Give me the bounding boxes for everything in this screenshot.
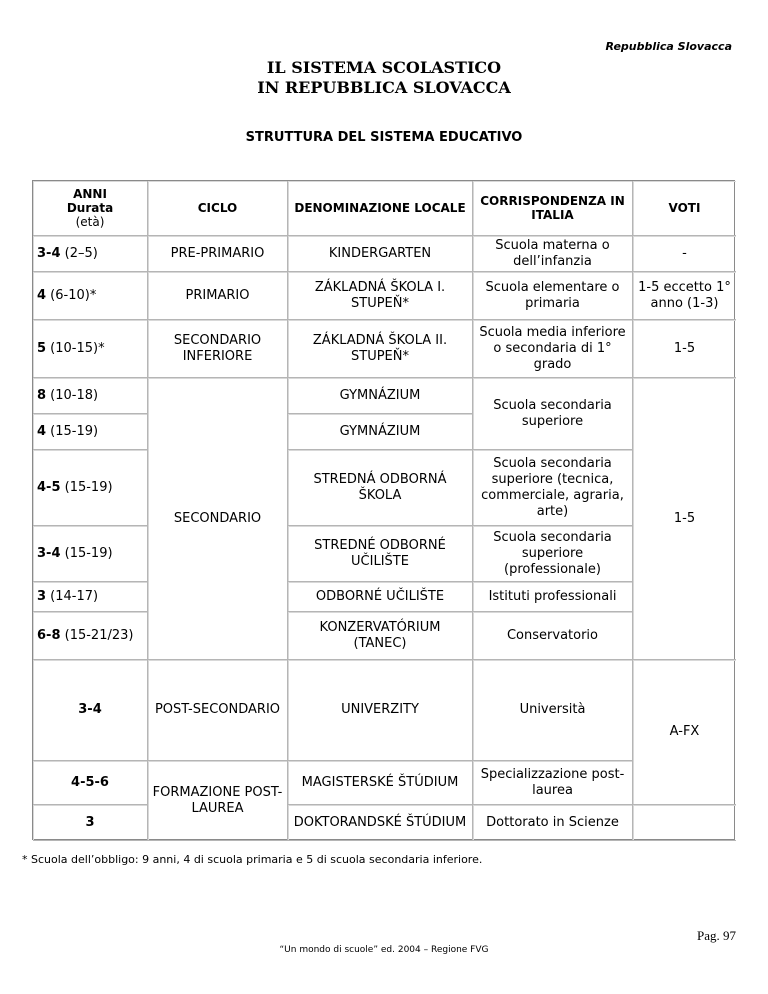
voti-empty-cell bbox=[633, 805, 736, 841]
voti-secondario-inferiore: 1-5 bbox=[633, 320, 736, 378]
denom-stredna-odborna-skola: STREDNÁ ODBORNÁ ŠKOLA bbox=[288, 450, 473, 526]
voti-pre-primario: - bbox=[633, 236, 736, 272]
corr-scuola-tecnica: Scuola secondaria superiore (tecnica, commerciale, agraria, arte) bbox=[473, 450, 633, 526]
ciclo-secondario: SECONDARIO bbox=[148, 378, 288, 660]
years-konzervatorium: 6-8 (15-21/23) bbox=[33, 612, 148, 660]
ciclo-formazione-post-laurea: FORMAZIONE POST-LAUREA bbox=[148, 761, 288, 841]
years-gymnazium-8: 8 (10-18) bbox=[33, 378, 148, 414]
corr-dottorato: Dottorato in Scienze bbox=[473, 805, 633, 841]
corr-scuola-materna: Scuola materna o dell’infanzia bbox=[473, 236, 633, 272]
denom-univerzity: UNIVERZITY bbox=[288, 660, 473, 761]
page-number: Pag. 97 bbox=[697, 928, 736, 943]
ciclo-primario: PRIMARIO bbox=[148, 272, 288, 320]
ciclo-secondario-inferiore: SECONDARIO INFERIORE bbox=[148, 320, 288, 378]
header-anni-label: ANNI bbox=[73, 187, 107, 201]
voti-secondario: 1-5 bbox=[633, 378, 736, 660]
denom-stredne-odborne-uciliste: STREDNÉ ODBORNÉ UČILIŠTE bbox=[288, 526, 473, 582]
header-country: Repubblica Slovacca bbox=[605, 40, 732, 53]
years-odborne-uciliste: 3 (14-17) bbox=[33, 582, 148, 612]
header-anni bbox=[33, 181, 148, 236]
header-denominazione: DENOMINAZIONE LOCALE bbox=[288, 181, 473, 236]
education-structure-table bbox=[32, 180, 735, 840]
header-corrispondenza: CORRISPONDENZA IN ITALIA bbox=[473, 181, 633, 236]
footer-source: “Un mondo di scuole” ed. 2004 – Regione FVG bbox=[279, 945, 489, 955]
ciclo-post-secondario: POST-SECONDARIO bbox=[148, 660, 288, 761]
denom-doktorandske-studium: DOKTORANDSKÉ ŠTÚDIUM bbox=[288, 805, 473, 841]
page-title-line2: IN REPUBBLICA SLOVACCA bbox=[257, 78, 511, 97]
denom-magisterske-studium: MAGISTERSKÉ ŠTÚDIUM bbox=[288, 761, 473, 805]
denom-gymnazium-4: GYMNÁZIUM bbox=[288, 414, 473, 450]
years-univerzity: 3-4 bbox=[33, 660, 148, 761]
corr-universita: Università bbox=[473, 660, 633, 761]
years-doktorandske: 3 bbox=[33, 805, 148, 841]
corr-scuola-elementare: Scuola elementare o primaria bbox=[473, 272, 633, 320]
years-gymnazium-4: 4 (15-19) bbox=[33, 414, 148, 450]
denom-kindergarten: KINDERGARTEN bbox=[288, 236, 473, 272]
voti-universita: A-FX bbox=[633, 660, 736, 805]
denom-odborne-uciliste: ODBORNÉ UČILIŠTE bbox=[288, 582, 473, 612]
footnote: * Scuola dell’obbligo: 9 anni, 4 di scuola primaria e 5 di scuola secondaria inferiore. bbox=[22, 853, 483, 866]
header-durata-label: Durata bbox=[66, 201, 114, 215]
voti-primario: 1-5 eccetto 1° anno (1-3) bbox=[633, 272, 736, 320]
header-ciclo: CICLO bbox=[148, 181, 288, 236]
section-subtitle: STRUTTURA DEL SISTEMA EDUCATIVO bbox=[245, 130, 523, 145]
corr-scuola-professionale: Scuola secondaria superiore (professionale) bbox=[473, 526, 633, 582]
years-primario: 4 (6-10)* bbox=[33, 272, 148, 320]
corr-scuola-secondaria-superiore: Scuola secondaria superiore bbox=[473, 378, 633, 450]
years-stredne-odborne-uciliste: 3-4 (15-19) bbox=[33, 526, 148, 582]
denom-zakladna-skola-2: ZÁKLADNÁ ŠKOLA II. STUPEŇ* bbox=[288, 320, 473, 378]
corr-scuola-media: Scuola media inferiore o secondaria di 1° grado bbox=[473, 320, 633, 378]
years-pre-primario: 3-4 (2–5) bbox=[33, 236, 148, 272]
page-title-line1: IL SISTEMA SCOLASTICO bbox=[266, 58, 502, 77]
denom-konzervatorium: KONZERVATÓRIUM (TANEC) bbox=[288, 612, 473, 660]
corr-conservatorio: Conservatorio bbox=[473, 612, 633, 660]
ciclo-pre-primario: PRE-PRIMARIO bbox=[148, 236, 288, 272]
corr-specializzazione: Specializzazione post-laurea bbox=[473, 761, 633, 805]
corr-istituti-professionali: Istituti professionali bbox=[473, 582, 633, 612]
years-magisterske: 4-5-6 bbox=[33, 761, 148, 805]
denom-gymnazium-8: GYMNÁZIUM bbox=[288, 378, 473, 414]
header-eta-label: (età) bbox=[75, 215, 105, 229]
header-voti: VOTI bbox=[633, 181, 736, 236]
denom-zakladna-skola-1: ZÁKLADNÁ ŠKOLA I. STUPEŇ* bbox=[288, 272, 473, 320]
years-secondario-inferiore: 5 (10-15)* bbox=[33, 320, 148, 378]
years-stredna-odborna-skola: 4-5 (15-19) bbox=[33, 450, 148, 526]
